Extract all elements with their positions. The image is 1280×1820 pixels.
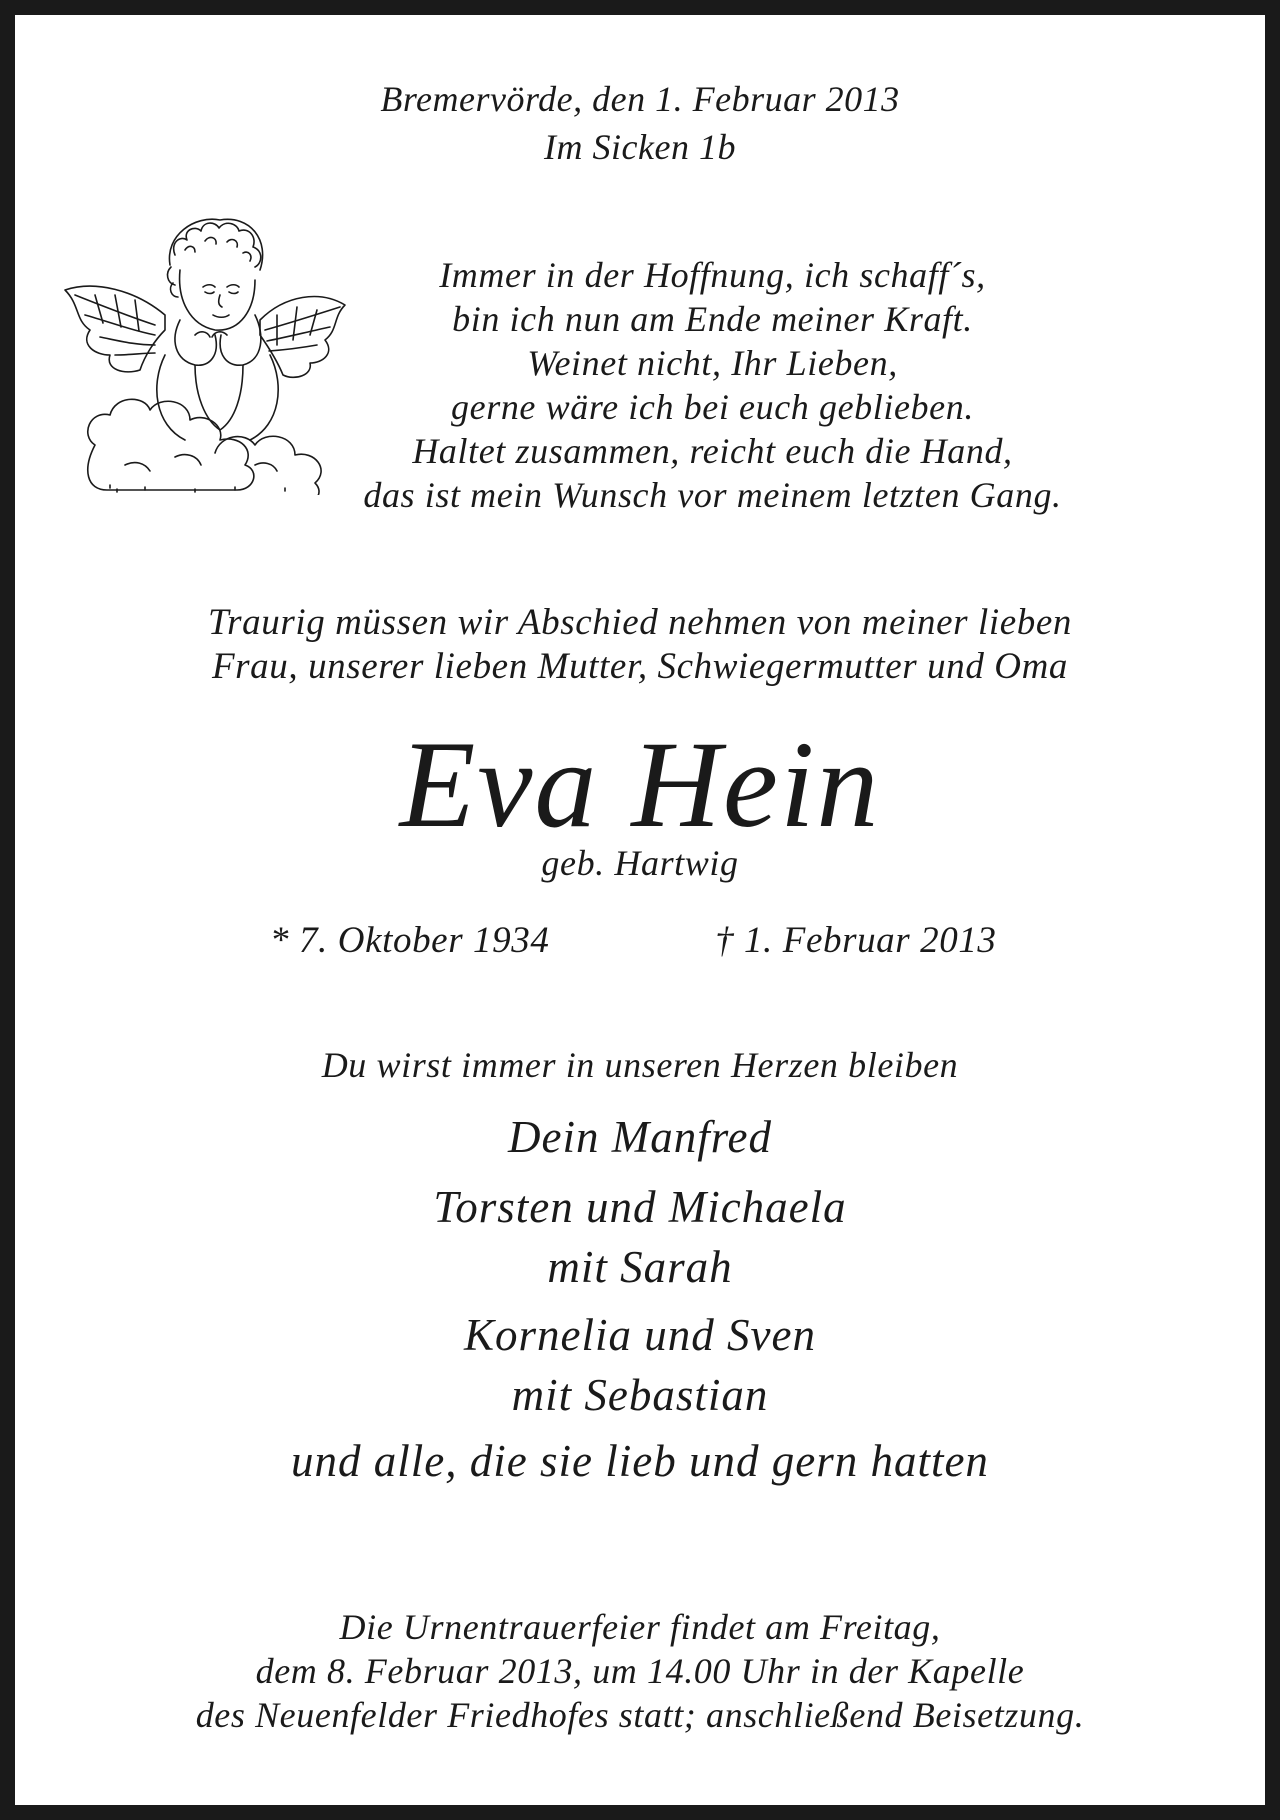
mourner-line: und alle, die sie lieb und gern hatten xyxy=(291,1436,989,1486)
poem-line: das ist mein Wunsch vor meinem letzten Gang. xyxy=(363,475,1062,515)
intro-line: Traurig müssen wir Abschied nehmen von meiner lieben xyxy=(208,602,1072,643)
poem xyxy=(245,253,1180,517)
mourner-line: Dein Manfred xyxy=(507,1112,773,1162)
death-date: † 1. Februar 2013 xyxy=(715,920,997,961)
poem-line: bin ich nun am Ende meiner Kraft. xyxy=(452,299,973,339)
funeral-line: dem 8. Februar 2013, um 14.00 Uhr in der Kapelle xyxy=(255,1651,1025,1691)
mourners-list xyxy=(15,1109,1265,1165)
mourner-line: mit Sarah xyxy=(547,1242,733,1292)
announcement-intro xyxy=(15,601,1265,689)
mourners-list xyxy=(15,1431,1265,1491)
birth-date: * 7. Oktober 1934 xyxy=(270,920,550,961)
intro-line: Frau, unserer lieben Mutter, Schwiegermutter und Oma xyxy=(211,646,1069,687)
place-date: Bremervörde, den 1. Februar 2013 xyxy=(380,79,900,119)
poem-line: gerne wäre ich bei euch geblieben. xyxy=(451,387,974,427)
funeral-info xyxy=(15,1605,1265,1737)
funeral-line: des Neuenfelder Friedhofes statt; anschließend Beisetzung. xyxy=(195,1695,1085,1735)
mourners-list xyxy=(15,1305,1265,1425)
deceased-name: Eva Hein xyxy=(399,716,881,853)
mourners-list xyxy=(15,1177,1265,1297)
header xyxy=(15,75,1265,171)
address: Im Sicken 1b xyxy=(544,127,736,167)
mourner-line: Torsten und Michaela xyxy=(433,1182,847,1232)
maiden-name: geb. Hartwig xyxy=(541,843,739,883)
farewell-line: Du wirst immer in unseren Herzen bleiben xyxy=(321,1045,959,1085)
mourner-line: Kornelia und Sven xyxy=(464,1310,816,1360)
poem-line: Weinet nicht, Ihr Lieben, xyxy=(527,343,898,383)
poem-line: Haltet zusammen, reicht euch die Hand, xyxy=(412,431,1013,471)
funeral-line: Die Urnentrauerfeier findet am Freitag, xyxy=(339,1607,941,1647)
mourner-line: mit Sebastian xyxy=(511,1370,769,1420)
poem-line: Immer in der Hoffnung, ich schaff´s, xyxy=(439,255,986,295)
